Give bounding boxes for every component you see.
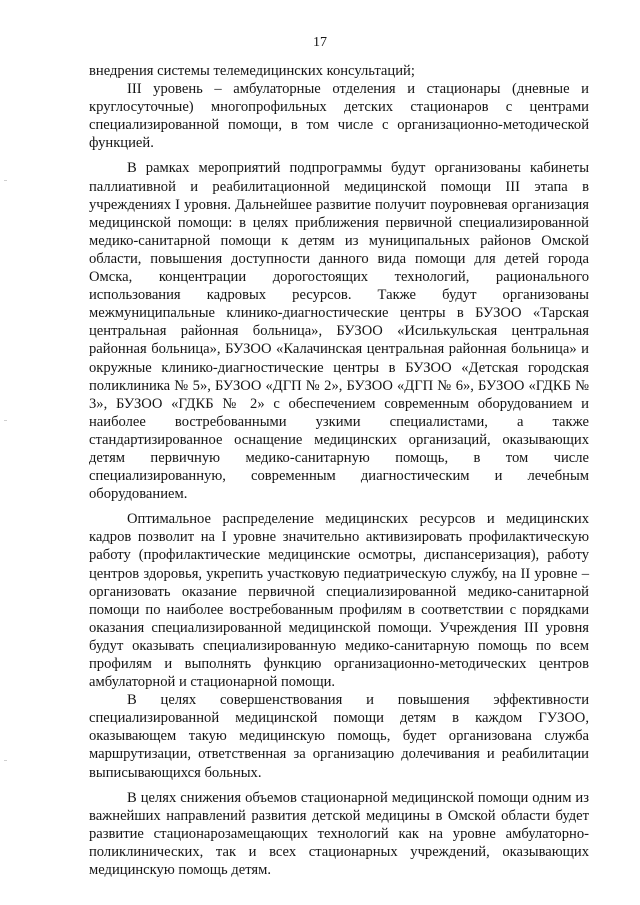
paragraph-level-three: III уровень – амбулаторные отделения и стационары (дневные и круглосуточные) многопрофильных детских стационаров с центрами специализированной помощи, в том числе с организационно-методической функцией.	[89, 81, 589, 152]
document-body	[89, 62, 589, 879]
paragraph-subprogram-measures: В рамках мероприятий подпрограммы будут организованы кабинеты паллиативной и реабилитационной медицинской помощи III этапа в учреждениях I уровня. Дальнейшее развитие получит поуровневая организация медицинской помощи: в целях приближения первичной специализированной медико-санитарной помощи к детям из муниципальных районов Омской области, повышения доступности данного вида помощи для детей города Омска, концентрации дорогостоящих технологий, рационального использования кадровых ресурсов. Также будут организованы межмуниципальные клинико-диагностические центры в БУЗОО «Тарская центральная районная больница», БУЗОО «Исилькульская центральная районная больница», БУЗОО «Калачинская центральная районная больница» и окружные клинико-диагностические центры в БУЗОО «Детская городская поликлиника № 5», БУЗОО «ДГП № 2», БУЗОО «ДГП № 6», БУЗОО «ГДКБ № 3», БУЗОО «ГДКБ № 2» с обеспечением современным оборудованием и наиболее востребованными узкими специалистами, а также стандартизированное оснащение медицинских организаций, оказывающих детям первичную медико-санитарную помощь, в том числе специализированную, современным диагностическим и лечебным оборудованием.	[89, 160, 589, 503]
page-number: 17	[313, 35, 327, 50]
paragraph-inpatient-reduction: В целях снижения объемов стационарной медицинской помощи одним из важнейших направлений развития детской медицины в Омской области будет развитие стационарозамещающих технологий как на уровне амбулаторно-поликлинических, так и всех стационарных учреждений, оказывающих медицинскую помощь детям.	[89, 789, 589, 879]
paragraph-routing-service: В целях совершенствования и повышения эффективности специализированной медицинской помощи детям в каждом ГУЗОО, оказывающем такую медицинскую помощь, будет организована служба маршрутизации, ответственная за организацию долечивания и реабилитации выписывающихся больных.	[89, 692, 589, 781]
paragraph-continuation: внедрения системы телемедицинских консультаций;	[89, 63, 415, 79]
scan-margin-mark	[4, 180, 7, 181]
scan-margin-mark	[4, 760, 7, 761]
paragraph-resource-distribution: Оптимальное распределение медицинских ресурсов и медицинских кадров позволит на I уровне значительно активизировать профилактическую работу (профилактические медицинские осмотры, диспансеризация), работу центров здоровья, укрепить участковую педиатрическую службу, на II уровне – организовать оказание первичной специализированной медико-санитарной помощи по наиболее востребованным профилям в соответствии с порядками оказания специализированной медицинской помощи. Учреждения III уровня будут оказывать специализированную медико-санитарную помощь по всем профилям и выполнять функцию организационно-методических центров амбулаторной и стационарной помощи.	[89, 511, 589, 691]
scan-margin-mark	[4, 420, 7, 421]
